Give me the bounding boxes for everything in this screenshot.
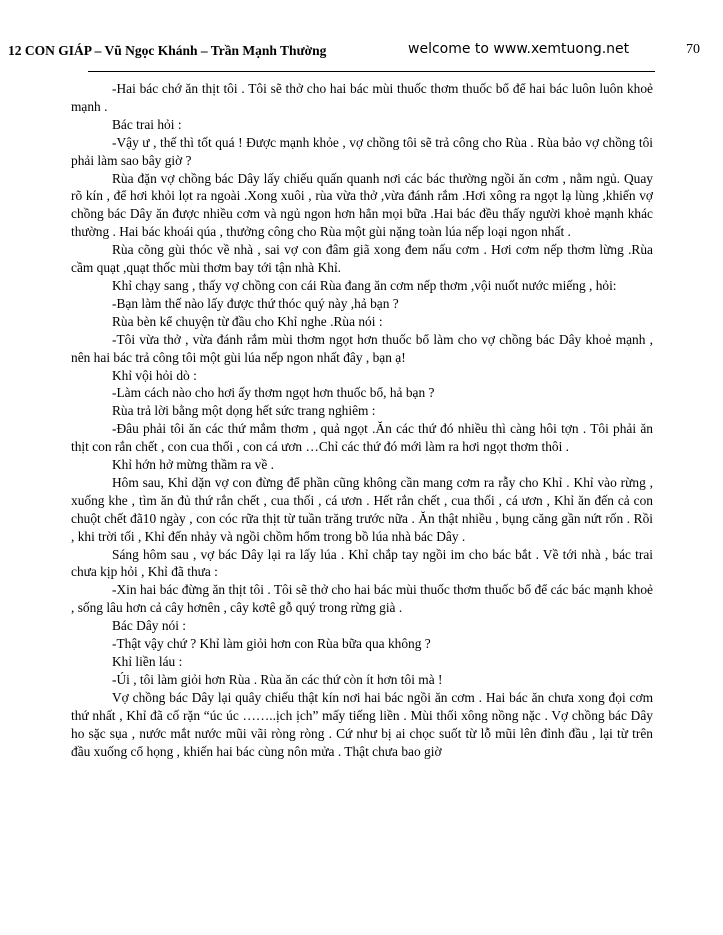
paragraph: Rùa trả lời bằng một dọng hết sức trang nghiêm :	[112, 403, 376, 419]
paragraph: -Xin hai bác đừng ăn thịt tôi . Tôi sẽ thở cho hai bác mùi thuốc thơm thuốc bổ để các bác mạnh khoẻ , sống lâu hơn cả cây hơnên , cây kơtê gỗ quý trong rừng già .	[71, 582, 653, 616]
paragraph: -Hai bác chớ ăn thịt tôi . Tôi sẽ thở cho hai bác mùi thuốc thơm thuốc bổ để hai bác luôn luôn khoẻ mạnh .	[71, 81, 653, 114]
paragraph: Bác trai hỏi :	[112, 116, 182, 132]
paragraph: Khỉ chạy sang , thấy vợ chồng con cái Rùa đang ăn cơm nếp thơm ,vội nuốt nước miếng , hỏi:	[112, 277, 617, 293]
paragraph: Rùa đặn vợ chồng bác Dây lấy chiếu quấn quanh nơi các bác thường ngồi ăn cơm , nằm ngủ. Quay rõ kín , để hơi khỏi lọt ra ngoài .Xong xuôi , rùa vừa thở ,vừa đánh rắm .Hơi xông ra ngọt lạ lùng ,khiến vợ chồng bác Dây ăn được nhiều cơm và ngủ ngon hơn hẳn mọi bữa .Hai bác đều thấy người khoẻ mạnh khác thường . Hai bác khoái qúa , thưởng công cho Rùa một gùi nặng toàn lúa nếp loại ngon nhất .	[71, 170, 653, 240]
paragraph: -Vậy ư , thế thì tốt quá ! Được mạnh khỏe , vợ chồng tôi sẽ trả công cho Rùa . Rùa bảo vợ chồng tôi phải làm sao bây giờ ?	[71, 134, 653, 168]
book-title: 12 CON GIÁP – Vũ Ngọc Khánh – Trần Mạnh Thường	[8, 43, 327, 58]
document-body	[71, 80, 653, 760]
paragraph: -Đâu phải tôi ăn các thứ mắm thơm , quả ngọt .Ăn các thứ đó nhiều thì càng hôi tợn . Tôi phải ăn thịt con rắn chết , con cua thối , con cá ươn …Chỉ các thứ đó mới làm ra hơi ngọt thơm thôi .	[71, 421, 653, 455]
paragraph: Sáng hôm sau , vợ bác Dây lại ra lấy lúa . Khỉ chắp tay ngồi im cho bác bắt . Về tới nhà , bác trai chưa kịp hỏi , Khỉ đã thưa :	[71, 546, 653, 580]
paragraph: Rùa bèn kể chuyện từ đầu cho Khỉ nghe .Rùa nói :	[112, 313, 383, 329]
page-number: 70	[686, 42, 700, 57]
paragraph: Bác Dây nói :	[112, 618, 187, 634]
page-header	[0, 43, 723, 63]
paragraph: Khỉ vội hỏi dò :	[112, 367, 197, 383]
paragraph: Khỉ hớn hở mừng thầm ra về .	[112, 457, 274, 473]
header-divider	[88, 71, 655, 72]
paragraph: -Tôi vừa thở , vừa đánh rắm mùi thơm ngọt hơn thuốc bổ làm cho vợ chồng bác Dây khoẻ mạnh , nên hai bác trả công tôi một gùi lúa nếp ngon nhất đây , bạn ạ!	[71, 331, 653, 365]
paragraph: -Bạn làm thế nào lấy được thứ thóc quý này ,hả bạn ?	[112, 295, 399, 311]
paragraph: Rùa cõng gùi thóc về nhà , sai vợ con đâm giã xong đem nấu cơm . Hơi cơm nếp thơm lừng .Rùa cầm quạt ,quạt thốc mùi thơm bay tới tận nhà Khỉ.	[71, 242, 653, 276]
paragraph: -Úi , tôi làm giỏi hơn Rùa . Rùa ăn các thứ còn ít hơn tôi mà !	[112, 671, 443, 687]
paragraph: Hôm sau, Khỉ dặn vợ con đừng để phần cũng không cần mang cơm ra rẫy cho Khỉ . Khỉ vào rừng , xuống khe , tìm ăn đủ thứ rắn chết , cua thối , cá ươn . Hết rắn chết , cua thối , cá ươn , Khỉ ăn đến cả con chuột chết đã10 ngày , con cóc rữa thịt từ tuần trăng trước nữa . Ăn thật nhiều , bụng căng gần nứt rốn . Rồi , khi trời tối , Khỉ đến nhảy và ngồi chồm hổm trong bồ lúa nhà bác Dây .	[71, 474, 653, 544]
paragraph: Vợ chồng bác Dây lại quây chiếu thật kín nơi hai bác ngồi ăn cơm . Hai bác ăn chưa xong đọi cơm thứ nhất , Khỉ đã cố rặn “úc úc ……..ịch ịch” mấy tiếng liền . Mùi thối xông nồng nặc . Vợ chồng bác Dây ho sặc sụa , nước mắt nước mũi vãi ròng ròng . Cứ như bị ai chọc suốt từ lỗ mũi lên đỉnh đầu , lại từ trên đầu xuống cổ họng , khiến hai bác cùng nôn mửa . Thật chưa bao giờ	[71, 689, 653, 759]
paragraph: Khỉ liền láu :	[112, 654, 183, 669]
website-link[interactable]: welcome to www.xemtuong.net	[408, 41, 630, 57]
paragraph: -Thật vậy chứ ? Khỉ làm giỏi hơn con Rùa bữa qua không ?	[112, 636, 431, 652]
paragraph: -Làm cách nào cho hơi ấy thơm ngọt hơn thuốc bổ, hả bạn ?	[112, 385, 435, 401]
